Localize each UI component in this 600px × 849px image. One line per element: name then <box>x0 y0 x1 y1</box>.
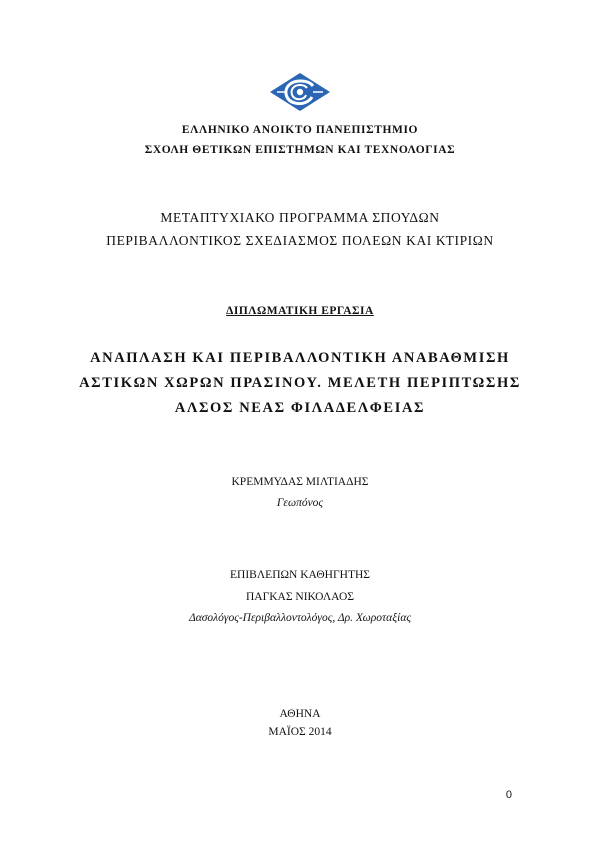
supervisor-name: ΠΑΓΚΑΣ ΝΙΚΟΛΑΟΣ <box>245 591 354 603</box>
university-name: ΕΛΛΗΝΙΚΟ ΑΝΟΙΚΤΟ ΠΑΝΕΠΙΣΤΗΜΙΟ <box>181 124 419 136</box>
school-name: ΣΧΟΛΗ ΘΕΤΙΚΩΝ ΕΠΙΣΤΗΜΩΝ ΚΑΙ ΤΕΧΝΟΛΟΓΙΑΣ <box>144 144 456 156</box>
author-profession: Γεωπόνος <box>276 497 324 509</box>
thesis-title-line-1: ΑΝΑΠΛΑΣΗ ΚΑΙ ΠΕΡΙΒΑΛΛΟΝΤΙΚΗ ΑΝΑΒΑΘΜΙΣΗ <box>90 350 510 366</box>
page-number: 0 <box>505 789 512 801</box>
thesis-label: ΔΙΠΛΩΜΑΤΙΚΗ ΕΡΓΑΣΙΑ <box>226 305 374 317</box>
author-name: ΚΡΕΜΜΥΔΑΣ ΜΙΛΤΙΑΔΗΣ <box>231 476 369 488</box>
thesis-title-line-3: ΑΛΣΟΣ ΝΕΑΣ ΦΙΛΑΔΕΛΦΕΙΑΣ <box>174 400 426 416</box>
date: ΜΑΪΟΣ 2014 <box>268 726 332 738</box>
program-title: ΜΕΤΑΠΤΥΧΙΑΚΟ ΠΡΟΓΡΑΜΜΑ ΣΠΟΥΔΩΝ <box>160 210 440 225</box>
supervisor-label: ΕΠΙΒΛΕΠΩΝ ΚΑΘΗΓΗΤΗΣ <box>230 569 370 581</box>
city: ΑΘΗΝΑ <box>279 708 321 720</box>
program-subtitle: ΠΕΡΙΒΑΛΛΟΝΤΙΚΟΣ ΣΧΕΔΙΑΣΜΟΣ ΠΟΛΕΩΝ ΚΑΙ ΚΤΙΡΙΩΝ <box>106 233 494 248</box>
university-logo-icon <box>269 72 331 112</box>
thesis-title-line-2: ΑΣΤΙΚΩΝ ΧΩΡΩΝ ΠΡΑΣΙΝΟΥ. ΜΕΛΕΤΗ ΠΕΡΙΠΤΩΣΗΣ <box>79 375 521 391</box>
supervisor-title: Δασολόγος-Περιβαλλοντολόγος, Δρ. Χωροταξίας <box>188 612 412 624</box>
